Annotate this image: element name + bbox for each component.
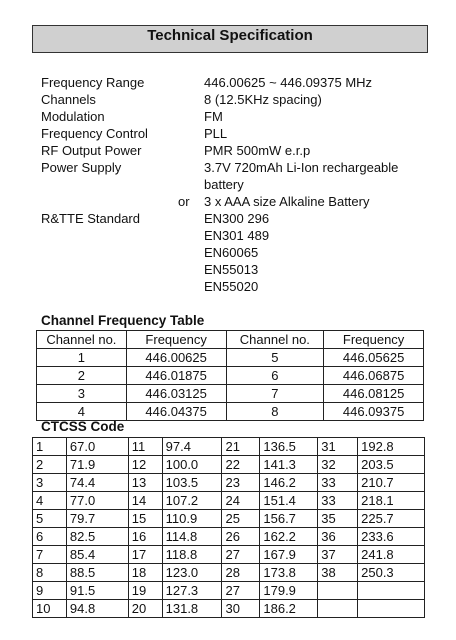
- table-header-row: [37, 331, 424, 349]
- ctcss-code-cell: 26: [222, 528, 260, 546]
- channel-number-cell: 4: [37, 403, 127, 421]
- ctcss-tone-cell: 127.3: [162, 582, 222, 600]
- channel-number-cell: 5: [226, 349, 324, 367]
- spec-label: Frequency Range: [41, 75, 145, 90]
- ctcss-code-cell: 38: [318, 564, 358, 582]
- header-frequency: Frequency: [324, 331, 424, 349]
- ctcss-tone-cell: 114.8: [162, 528, 222, 546]
- spec-value: 3.7V 720mAh Li-Ion rechargeable: [204, 160, 399, 175]
- channel-number-cell: 1: [37, 349, 127, 367]
- header-channel-no: Channel no.: [37, 331, 127, 349]
- table-row: [37, 349, 424, 367]
- table-row: [33, 546, 425, 564]
- ctcss-tone-cell: 203.5: [358, 456, 425, 474]
- ctcss-tone-cell: 233.6: [358, 528, 425, 546]
- channel-frequency-table: [36, 330, 424, 421]
- ctcss-code-cell: 35: [318, 510, 358, 528]
- ctcss-code-cell: 4: [33, 492, 67, 510]
- ctcss-tone-cell: 173.8: [260, 564, 318, 582]
- ctcss-tone-cell: 100.0: [162, 456, 222, 474]
- ctcss-code-cell: [318, 582, 358, 600]
- spec-value: 3 x AAA size Alkaline Battery: [204, 194, 370, 209]
- table-row: [33, 528, 425, 546]
- ctcss-code-cell: 30: [222, 600, 260, 618]
- table-row: [33, 600, 425, 618]
- ctcss-code-cell: 11: [128, 438, 162, 456]
- table-row: [33, 438, 425, 456]
- spec-label: RF Output Power: [41, 143, 142, 158]
- ctcss-tone-cell: 94.8: [66, 600, 128, 618]
- spec-value: EN60065: [204, 245, 259, 260]
- ctcss-tone-cell: [358, 600, 425, 618]
- table-row: [37, 385, 424, 403]
- ctcss-code-cell: 18: [128, 564, 162, 582]
- spec-label: Frequency Control: [41, 126, 148, 141]
- table-row: [33, 474, 425, 492]
- ctcss-tone-cell: 186.2: [260, 600, 318, 618]
- ctcss-code-cell: 7: [33, 546, 67, 564]
- ctcss-code-cell: [318, 600, 358, 618]
- ctcss-code-cell: 14: [128, 492, 162, 510]
- ctcss-tone-cell: 218.1: [358, 492, 425, 510]
- ctcss-tone-cell: 225.7: [358, 510, 425, 528]
- ctcss-tone-cell: 118.8: [162, 546, 222, 564]
- ctcss-code-cell: 36: [318, 528, 358, 546]
- ctcss-tone-cell: 141.3: [260, 456, 318, 474]
- frequency-cell: 446.05625: [324, 349, 424, 367]
- ctcss-code-table: [32, 437, 425, 618]
- frequency-cell: 446.01875: [126, 367, 226, 385]
- spec-value: FM: [204, 109, 223, 124]
- page-title: Technical Specification: [32, 25, 428, 53]
- ctcss-tone-cell: 107.2: [162, 492, 222, 510]
- ctcss-code-cell: 25: [222, 510, 260, 528]
- ctcss-tone-cell: 241.8: [358, 546, 425, 564]
- ctcss-code-cell: 19: [128, 582, 162, 600]
- ctcss-code-cell: 32: [318, 456, 358, 474]
- ctcss-code-cell: 15: [128, 510, 162, 528]
- channel-number-cell: 2: [37, 367, 127, 385]
- table-row: [37, 367, 424, 385]
- spec-label: Power Supply: [41, 160, 122, 175]
- channel-number-cell: 8: [226, 403, 324, 421]
- frequency-cell: 446.00625: [126, 349, 226, 367]
- ctcss-tone-cell: 110.9: [162, 510, 222, 528]
- spec-value: EN300 296: [204, 211, 270, 226]
- ctcss-code-cell: 5: [33, 510, 67, 528]
- table-row: [37, 403, 424, 421]
- ctcss-code-cell: 20: [128, 600, 162, 618]
- ctcss-code-cell: 27: [222, 546, 260, 564]
- ctcss-code-cell: 3: [33, 474, 67, 492]
- ctcss-code-cell: 33: [318, 474, 358, 492]
- ctcss-tone-cell: 67.0: [66, 438, 128, 456]
- table-row: [33, 582, 425, 600]
- spec-value: EN55020: [204, 279, 259, 294]
- ctcss-tone-cell: 82.5: [66, 528, 128, 546]
- ctcss-tone-cell: 146.2: [260, 474, 318, 492]
- ctcss-code-cell: 13: [128, 474, 162, 492]
- ctcss-code-cell: 12: [128, 456, 162, 474]
- ctcss-tone-cell: 162.2: [260, 528, 318, 546]
- ctcss-tone-cell: 85.4: [66, 546, 128, 564]
- ctcss-tone-cell: 74.4: [66, 474, 128, 492]
- table-row: [33, 456, 425, 474]
- ctcss-code-cell: 27: [222, 582, 260, 600]
- ctcss-tone-cell: [358, 582, 425, 600]
- ctcss-tone-cell: 192.8: [358, 438, 425, 456]
- ctcss-code-cell: 9: [33, 582, 67, 600]
- frequency-cell: 446.06875: [324, 367, 424, 385]
- frequency-cell: 446.04375: [126, 403, 226, 421]
- ctcss-code-cell: 33: [318, 492, 358, 510]
- ctcss-tone-cell: 88.5: [66, 564, 128, 582]
- ctcss-tone-cell: 167.9: [260, 546, 318, 564]
- channel-number-cell: 7: [226, 385, 324, 403]
- spec-or: or: [178, 194, 190, 209]
- ctcss-tone-cell: 136.5: [260, 438, 318, 456]
- ctcss-code-cell: 2: [33, 456, 67, 474]
- table-row: [33, 492, 425, 510]
- ctcss-code-cell: 17: [128, 546, 162, 564]
- spec-value: 446.00625 ~ 446.09375 MHz: [204, 75, 373, 90]
- ctcss-tone-cell: 103.5: [162, 474, 222, 492]
- ctcss-code-cell: 28: [222, 564, 260, 582]
- ctcss-code-cell: 8: [33, 564, 67, 582]
- ctcss-code-cell: 1: [33, 438, 67, 456]
- spec-value: battery: [204, 177, 244, 192]
- spec-label: Modulation: [41, 109, 105, 124]
- header-channel-no: Channel no.: [226, 331, 324, 349]
- ctcss-title: CTCSS Code: [41, 419, 125, 434]
- spec-value: 8 (12.5KHz spacing): [204, 92, 322, 107]
- table-row: [33, 564, 425, 582]
- spec-value: EN55013: [204, 262, 259, 277]
- ctcss-code-cell: 21: [222, 438, 260, 456]
- channel-number-cell: 3: [37, 385, 127, 403]
- ctcss-tone-cell: 156.7: [260, 510, 318, 528]
- frequency-cell: 446.09375: [324, 403, 424, 421]
- ctcss-tone-cell: 79.7: [66, 510, 128, 528]
- table-row: [33, 510, 425, 528]
- ctcss-code-cell: 10: [33, 600, 67, 618]
- ctcss-tone-cell: 151.4: [260, 492, 318, 510]
- ctcss-code-cell: 22: [222, 456, 260, 474]
- ctcss-tone-cell: 123.0: [162, 564, 222, 582]
- channel-number-cell: 6: [226, 367, 324, 385]
- ctcss-code-cell: 24: [222, 492, 260, 510]
- spec-label: Channels: [41, 92, 96, 107]
- spec-label: R&TTE Standard: [41, 211, 140, 226]
- ctcss-tone-cell: 71.9: [66, 456, 128, 474]
- spec-value: EN301 489: [204, 228, 270, 243]
- ctcss-code-cell: 16: [128, 528, 162, 546]
- ctcss-tone-cell: 77.0: [66, 492, 128, 510]
- spec-value: PLL: [204, 126, 228, 141]
- ctcss-tone-cell: 210.7: [358, 474, 425, 492]
- header-frequency: Frequency: [126, 331, 226, 349]
- ctcss-code-cell: 23: [222, 474, 260, 492]
- frequency-cell: 446.03125: [126, 385, 226, 403]
- ctcss-code-cell: 37: [318, 546, 358, 564]
- channel-table-title: Channel Frequency Table: [41, 313, 205, 328]
- ctcss-tone-cell: 250.3: [358, 564, 425, 582]
- frequency-cell: 446.08125: [324, 385, 424, 403]
- ctcss-tone-cell: 179.9: [260, 582, 318, 600]
- spec-value: PMR 500mW e.r.p: [204, 143, 311, 158]
- ctcss-code-cell: 6: [33, 528, 67, 546]
- ctcss-tone-cell: 97.4: [162, 438, 222, 456]
- ctcss-tone-cell: 91.5: [66, 582, 128, 600]
- ctcss-code-cell: 31: [318, 438, 358, 456]
- ctcss-tone-cell: 131.8: [162, 600, 222, 618]
